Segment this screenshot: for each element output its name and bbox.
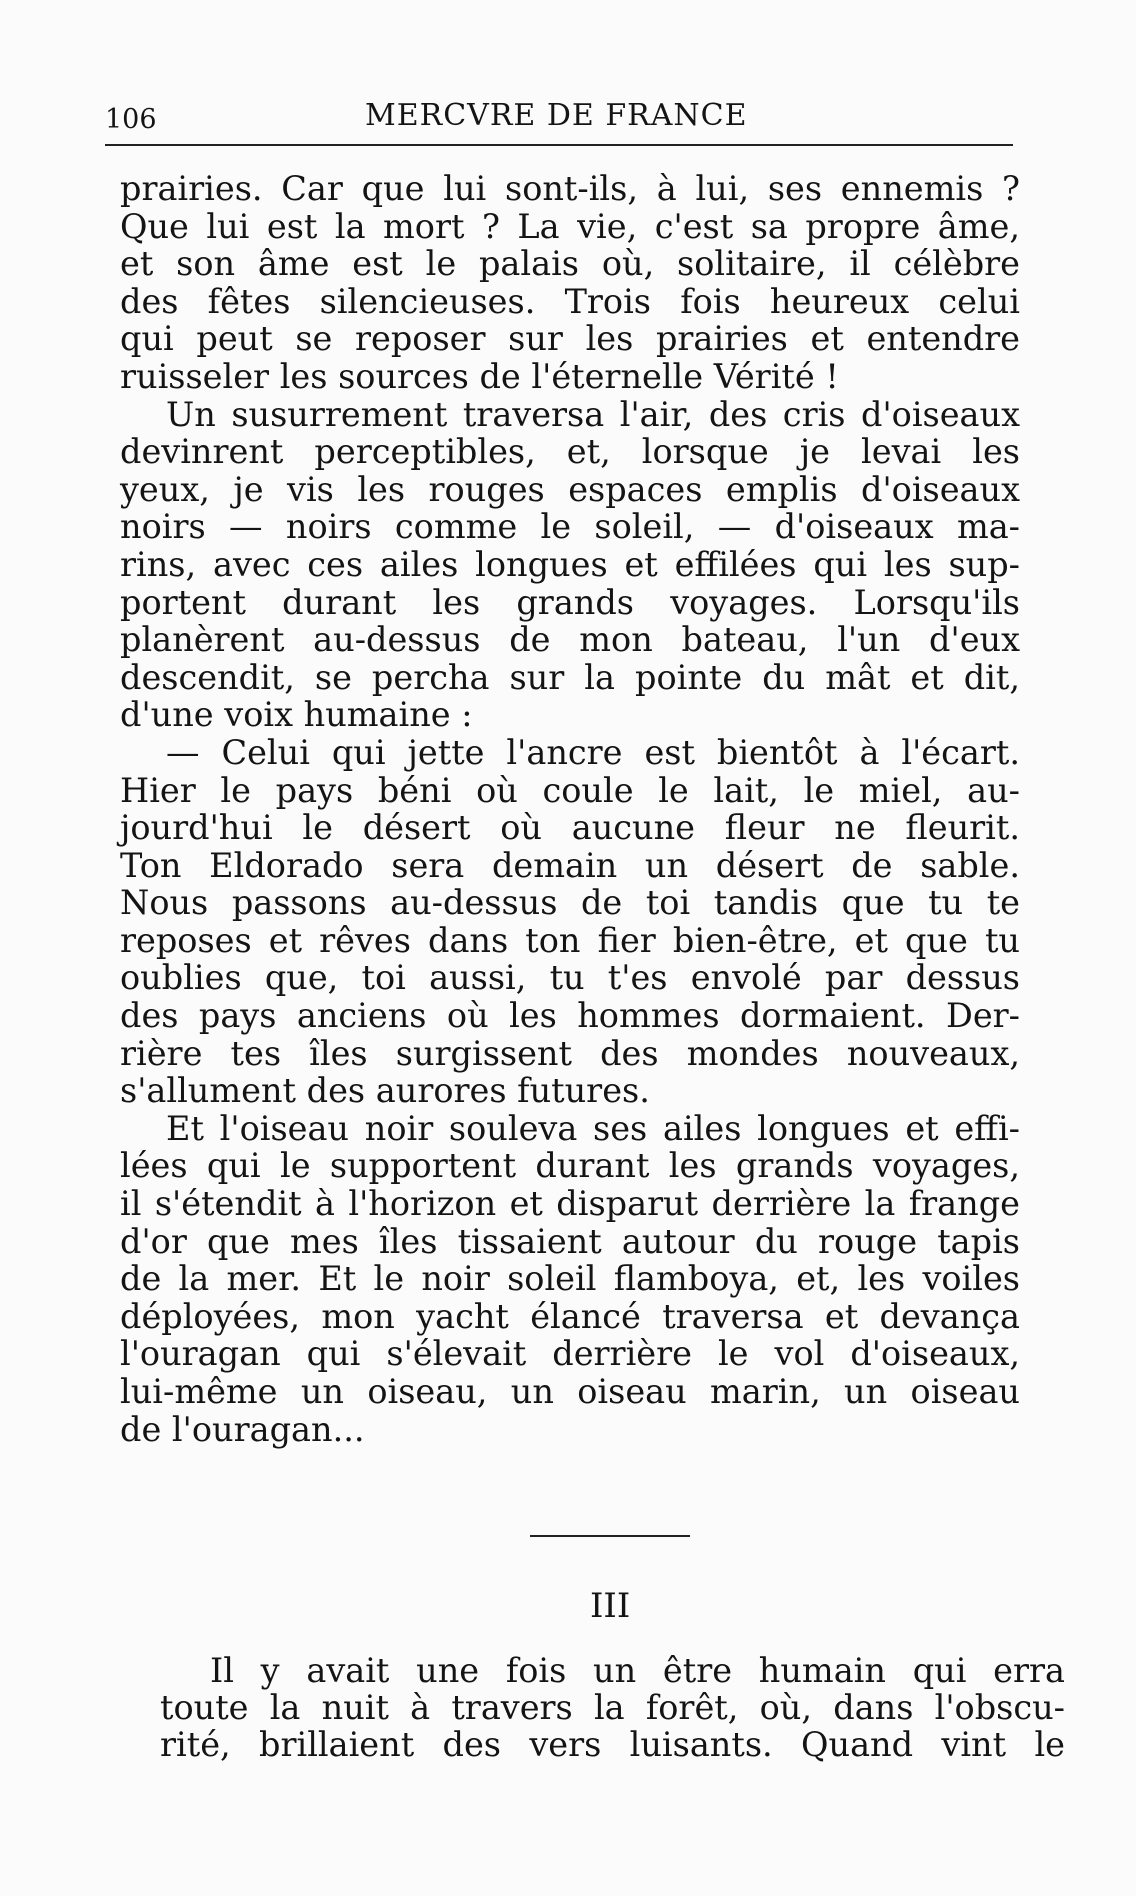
paragraph — [120, 396, 1020, 734]
paragraph — [120, 170, 1020, 396]
text-line: il s'étendit à l'horizon et disparut derrière la frange — [120, 1184, 1020, 1224]
text-line: planèrent au-dessus de mon bateau, l'un d'eux — [120, 620, 1020, 660]
page-number: 106 — [105, 104, 157, 135]
text-line: Nous passons au-dessus de toi tandis que tu te — [120, 883, 1020, 923]
text-line: prairies. Car que lui sont-ils, à lui, ses ennemis ? — [120, 169, 1020, 208]
text-line: l'ouragan qui s'élevait derrière le vol d'oiseaux, — [120, 1334, 1020, 1374]
text-line: devinrent perceptibles, et, lorsque je levai les — [120, 432, 1020, 472]
text-line: s'allument des aurores futures. — [120, 1071, 650, 1111]
text-line: des pays anciens où les hommes dormaient. Der- — [120, 996, 1020, 1036]
paragraph — [120, 1110, 1020, 1448]
section-heading: III — [590, 1586, 631, 1626]
text-line: descendit, se percha sur la pointe du mât et dit, — [120, 657, 1020, 697]
header-rule — [105, 144, 1013, 146]
text-line: jourd'hui le désert où aucune fleur ne fleurit. — [120, 808, 1020, 848]
text-line: Ton Eldorado sera demain un désert de sable. — [120, 845, 1020, 885]
text-line: qui peut se reposer sur les prairies et entendre — [120, 319, 1020, 359]
text-line: Un susurrement traversa l'air, des cris d'oiseaux — [166, 394, 1020, 434]
text-line: des fêtes silencieuses. Trois fois heureux celui — [120, 281, 1020, 321]
text-line: de l'ouragan... — [120, 1409, 365, 1449]
paragraph — [120, 734, 1020, 1110]
text-line: Il y avait une fois un être humain qui erra — [210, 1651, 1065, 1690]
text-line: rière tes îles surgissent des mondes nouveaux, — [120, 1033, 1020, 1073]
section-divider — [530, 1535, 690, 1537]
running-title: MERCVRE DE FRANCE — [365, 98, 748, 133]
body-text — [120, 170, 1020, 1448]
text-line: reposes et rêves dans ton fier bien-être, et que tu — [120, 920, 1020, 960]
text-line: — Celui qui jette l'ancre est bientôt à l'écart. — [166, 732, 1020, 772]
text-line: lui-même un oiseau, un oiseau marin, un oiseau — [120, 1372, 1020, 1411]
text-line: lées qui le supportent durant les grands voyages, — [120, 1146, 1020, 1186]
text-line: Hier le pays béni où coule le lait, le miel, au- — [120, 770, 1020, 810]
text-line: et son âme est le palais où, solitaire, il célèbre — [120, 244, 1020, 284]
text-line: toute la nuit à travers la forêt, où, dans l'obscu- — [160, 1688, 1065, 1727]
text-line: yeux, je vis les rouges espaces emplis d'oiseaux — [120, 469, 1020, 509]
text-line: Que lui est la mort ? La vie, c'est sa propre âme, — [120, 206, 1020, 246]
text-line: oublies que, toi aussi, tu t'es envolé par dessus — [120, 958, 1020, 998]
body-text-section-3 — [160, 1652, 1065, 1763]
text-line: noirs — noirs comme le soleil, — d'oiseaux ma- — [120, 507, 1020, 547]
text-line: ruisseler les sources de l'éternelle Vérité ! — [120, 356, 839, 396]
text-line: d'or que mes îles tissaient autour du rouge tapis — [120, 1221, 1020, 1261]
text-line: déployées, mon yacht élancé traversa et devança — [120, 1296, 1020, 1336]
text-line: Et l'oiseau noir souleva ses ailes longues et effi- — [166, 1108, 1020, 1148]
text-line: rité, brillaient des vers luisants. Quand vint le — [160, 1725, 1065, 1764]
text-line: portent durant les grands voyages. Lorsqu'ils — [120, 582, 1020, 622]
text-line: d'une voix humaine : — [120, 695, 473, 735]
text-line: rins, avec ces ailes longues et effilées qui les sup- — [120, 544, 1020, 584]
page-header — [105, 92, 1010, 142]
text-line: de la mer. Et le noir soleil flamboya, et, les voiles — [120, 1259, 1020, 1299]
